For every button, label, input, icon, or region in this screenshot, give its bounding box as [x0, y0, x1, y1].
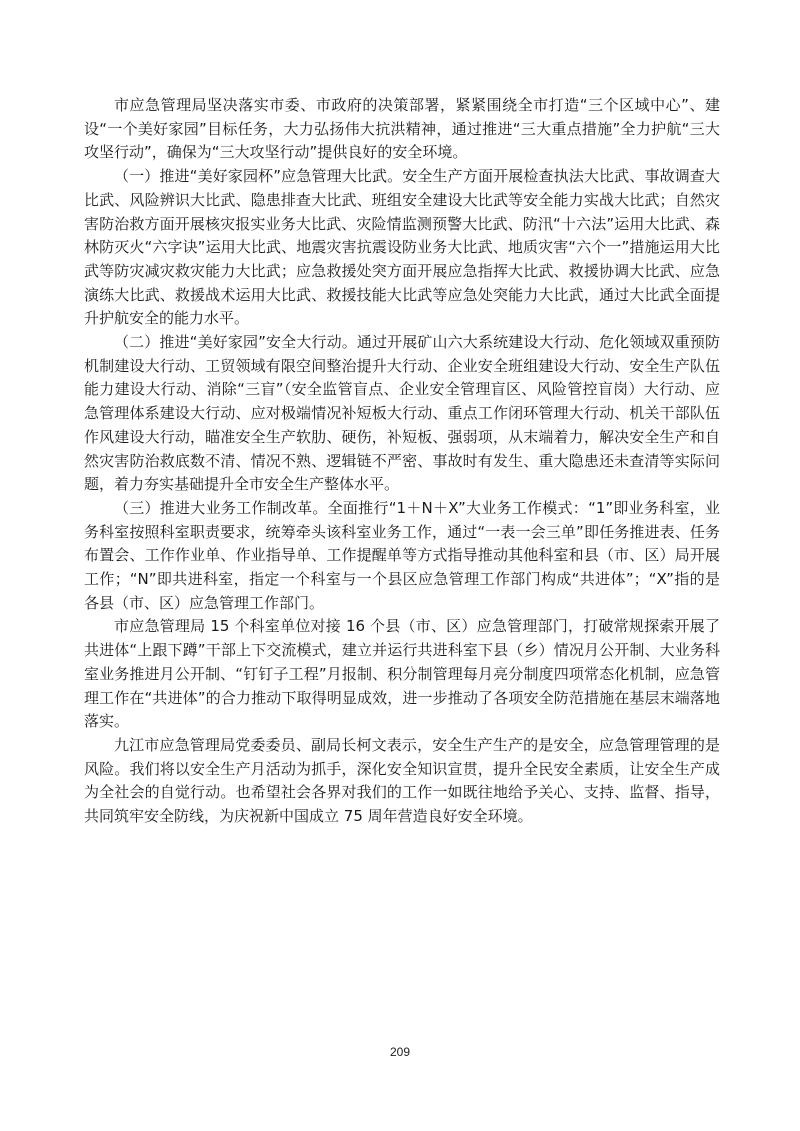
- paragraph-section-1: （一）推进“美好家园杯”应急管理大比武。安全生产方面开展检查执法大比武、事故调查大比武、风险辨识大比武、隐患排查大比武、班组安全建设大比武等安全能力实战大比武；自然灾害防治救方面开展核灾报实业务大比武、灾险情监测预警大比武、防汛“十六法”运用大比武、森林防灭火“六字诀”运用大比武、地震灾害抗震设防业务大比武、地质灾害“六个一”措施运用大比武等防灾减灾救灾能力大比武；应急救援处突方面开展应急指挥大比武、救援协调大比武、应急演练大比武、救援战术运用大比武、救援技能大比武等应急处突能力大比武，通过大比武全面提升护航安全的能力水平。: [84, 167, 720, 328]
- page-number: 209: [389, 1045, 411, 1059]
- paragraph-intro: 市应急管理局坚决落实市委、市政府的决策部署，紧紧围绕全市打造“三个区域中心”、建设“一个美好家园”目标任务，大力弘扬伟大抗洪精神，通过推进“三大重点措施”全力护航“三大攻坚行动”，确保为“三大攻坚行动”提供良好的安全环境。: [84, 96, 720, 162]
- paragraph-section-3: （三）推进大业务工作制改革。全面推行“1＋N＋X”大业务工作模式：“1”即业务科室，业务科室按照科室职责要求，统筹牵头该科室业务工作，通过“一表一会三单”即任务推进表、任务布置会、工作作业单、作业指导单、工作提醒单等方式指导推动其他科室和县（市、区）局开展工作；“N”即共进科室，指定一个科室与一个县区应急管理工作部门构成“共进体”；“X”指的是各县（市、区）应急管理工作部门。: [84, 498, 720, 612]
- paragraph-closing: 九江市应急管理局党委委员、副局长柯文表示，安全生产生产的是安全，应急管理管理的是风险。我们将以安全生产月活动为抓手，深化安全知识宣贯，提升全民安全素质，让安全生产成为全社会的自觉行动。也希望社会各界对我们的工作一如既往地给予关心、支持、监督、指导，共同筑牢安全防线，为庆祝新中国成立 75 周年营造良好安全环境。: [84, 735, 720, 826]
- paragraph-section-2: （二）推进“美好家园”安全大行动。通过开展矿山六大系统建设大行动、危化领域双重预防机制建设大行动、工贸领域有限空间整治提升大行动、企业安全班组建设大行动、安全生产队伍能力建设大行动、消除“三盲”（安全监管盲点、企业安全管理盲区、风险管控盲岗）大行动、应急管理体系建设大行动、应对极端情况补短板大行动、重点工作闭环管理大行动、机关干部队伍作风建设大行动，瞄准安全生产软肋、硬伤，补短板、强弱项，从末端着力，解决安全生产和自然灾害防治救底数不清、情况不熟、逻辑链不严密、事故时有发生、重大隐患还未查清等实际问题，着力夯实基础提升全市安全生产整体水平。: [84, 333, 720, 494]
- paragraph-mechanisms: 市应急管理局 15 个科室单位对接 16 个县（市、区）应急管理部门，打破常规探索开展了共进体“上跟下蹲”干部上下交流模式，建立并运行共进科室下县（乡）情况月公开制、大业务科室业务推进月公开制、“钉钉子工程”月报制、积分制管理每月亮分制度四项常态化机制，应急管理工作在“共进体”的合力推动下取得明显成效，进一步推动了各项安全防范措施在基层末端落地落实。: [84, 617, 720, 731]
- document-body: [84, 94, 720, 829]
